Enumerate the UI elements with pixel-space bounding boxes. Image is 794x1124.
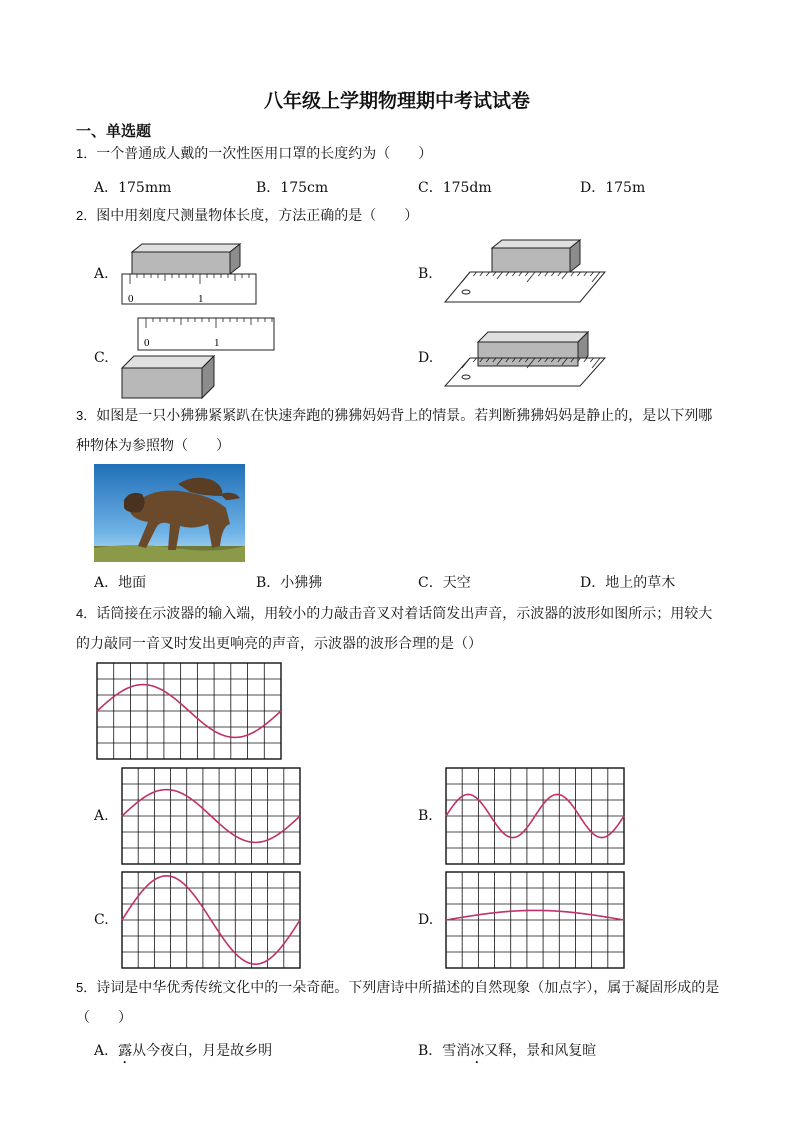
option-a-label[interactable]: A. (94, 266, 109, 282)
ruler-number: 1 (198, 293, 204, 305)
ruler-figure-c (118, 316, 278, 402)
ruler-figure-b (440, 240, 610, 306)
option-c[interactable]: C．天空 (418, 575, 471, 591)
ruler-number: 0 (128, 293, 134, 305)
question-text: 一个普通成人戴的一次性医用口罩的长度约为（ ） (96, 146, 433, 162)
dotted-character: 露 (118, 1043, 133, 1059)
question-text: 如图是一只小狒狒紧紧趴在快速奔跑的狒狒妈妈背上的情景。若判断狒狒妈妈是静止的，是以下列哪 (96, 408, 713, 424)
option-d[interactable]: D．175m (580, 180, 646, 196)
section-heading: 一、单选题 (76, 122, 152, 140)
waveform-c (121, 871, 301, 969)
question-text: 诗词是中华优秀传统文化中的一朵奇葩。下列唐诗中所描述的自然现象（加点字），属于凝固形成的是 (96, 980, 720, 996)
waveform-a (121, 767, 301, 865)
option-c-label[interactable]: C. (94, 350, 109, 366)
question-number: 2． (76, 208, 97, 223)
option-text: 从今夜白，月是故乡明 (132, 1043, 273, 1059)
question-5 (76, 974, 719, 1002)
waveform-b (445, 767, 625, 865)
question-number: 5． (76, 980, 97, 995)
option-text: 又释，景和风复暄 (484, 1043, 597, 1059)
option-d-label[interactable]: D. (418, 350, 434, 366)
question-4 (76, 600, 712, 628)
question-3-line2: 种物体为参照物（ ） (76, 438, 230, 454)
baboon-photo (94, 464, 245, 562)
option-b[interactable]: B．小狒狒 (256, 575, 323, 591)
option-a[interactable]: A．175mm (94, 180, 172, 196)
ruler-figure-d (440, 322, 610, 388)
question-number: 3． (76, 408, 97, 423)
option-a-label[interactable]: A. (94, 808, 109, 824)
reference-waveform (96, 662, 282, 760)
question-2 (76, 202, 418, 230)
question-5-line2: （ ） (76, 1010, 132, 1026)
question-1 (76, 140, 432, 168)
waveform-d (445, 871, 625, 969)
ruler-number: 1 (214, 337, 220, 349)
ruler-number: 0 (144, 337, 150, 349)
option-prefix: B．雪消 (418, 1043, 471, 1059)
option-b[interactable] (418, 1040, 596, 1067)
ruler-figure-a (118, 244, 258, 310)
question-text: 图中用刻度尺测量物体长度，方法正确的是（ ） (96, 208, 419, 224)
option-b[interactable]: B．175cm (256, 180, 329, 196)
dotted-character: 冰 (470, 1043, 485, 1059)
option-a[interactable]: A．地面 (94, 575, 147, 591)
question-3 (76, 402, 712, 430)
question-number: 4． (76, 606, 97, 621)
page-title: 八年级上学期物理期中考试试卷 (263, 90, 530, 112)
question-number: 1． (76, 146, 97, 161)
option-prefix: A． (94, 1043, 119, 1059)
option-c-label[interactable]: C. (94, 912, 109, 928)
option-a[interactable] (94, 1040, 272, 1067)
option-b-label[interactable]: B. (418, 266, 433, 282)
option-b-label[interactable]: B. (418, 808, 433, 824)
option-d-label[interactable]: D. (418, 912, 434, 928)
question-4-line2: 的力敲同一音叉时发出更响亮的声音，示波器的波形合理的是（） (76, 636, 482, 652)
option-c[interactable]: C．175dm (418, 180, 492, 196)
question-text: 话筒接在示波器的输入端，用较小的力敲击音叉对着话筒发出声音，示波器的波形如图所示；用较大 (96, 606, 713, 622)
option-d[interactable]: D．地上的草木 (580, 575, 676, 591)
